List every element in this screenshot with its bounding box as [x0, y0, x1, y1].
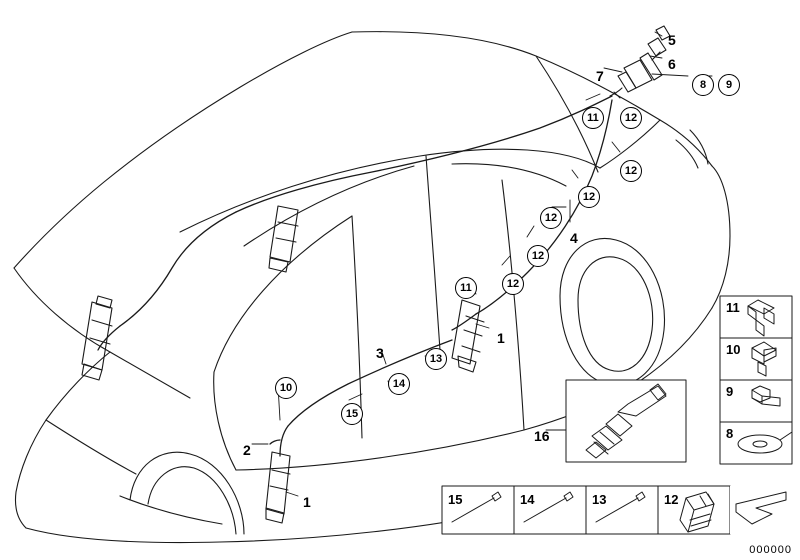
rear-wheel-arch [560, 238, 665, 385]
sill-nozzle-front [266, 452, 290, 523]
sill-nozzle-rear [452, 300, 484, 372]
callout-16: 16 [534, 428, 550, 444]
callout-11: 11 [455, 277, 477, 299]
car-body-outline [14, 32, 730, 543]
callout-10: 10 [275, 377, 297, 399]
callout-7: 7 [596, 68, 604, 84]
legend-label-14: 14 [520, 492, 535, 507]
callout-12: 12 [620, 160, 642, 182]
legend-label-15: 15 [448, 492, 463, 507]
part-code: 000000 [749, 544, 792, 556]
callout-11: 11 [582, 107, 604, 129]
callout-12: 12 [540, 207, 562, 229]
callout-1: 1 [497, 330, 505, 346]
front-wheel-arch [130, 452, 244, 534]
callout-12: 12 [620, 107, 642, 129]
legend-label-12: 12 [664, 492, 679, 507]
callout-3: 3 [376, 345, 384, 361]
legend-label-10: 10 [726, 342, 741, 357]
callout-13: 13 [425, 348, 447, 370]
legend-label-8: 8 [726, 426, 734, 441]
direction-arrow-box [730, 486, 792, 534]
callout-2: 2 [243, 442, 251, 458]
legend-label-9: 9 [726, 384, 734, 399]
pump-bracket-assembly [610, 26, 670, 96]
callout-4: 4 [570, 230, 578, 246]
callout-1: 1 [303, 494, 311, 510]
detail-box-16 [566, 380, 686, 462]
callout-8: 8 [692, 74, 714, 96]
callout-14: 14 [388, 373, 410, 395]
bottom-legend-boxes [442, 486, 730, 534]
callout-12: 12 [527, 245, 549, 267]
callout-6: 6 [668, 56, 676, 72]
legend-label-13: 13 [592, 492, 607, 507]
callout-12: 12 [578, 186, 600, 208]
callout-5: 5 [668, 32, 676, 48]
callout-15: 15 [341, 403, 363, 425]
headlamp-washer-nozzle-lower [82, 296, 112, 380]
callout-12: 12 [502, 273, 524, 295]
callout-9: 9 [718, 74, 740, 96]
legend-label-11: 11 [726, 300, 740, 315]
